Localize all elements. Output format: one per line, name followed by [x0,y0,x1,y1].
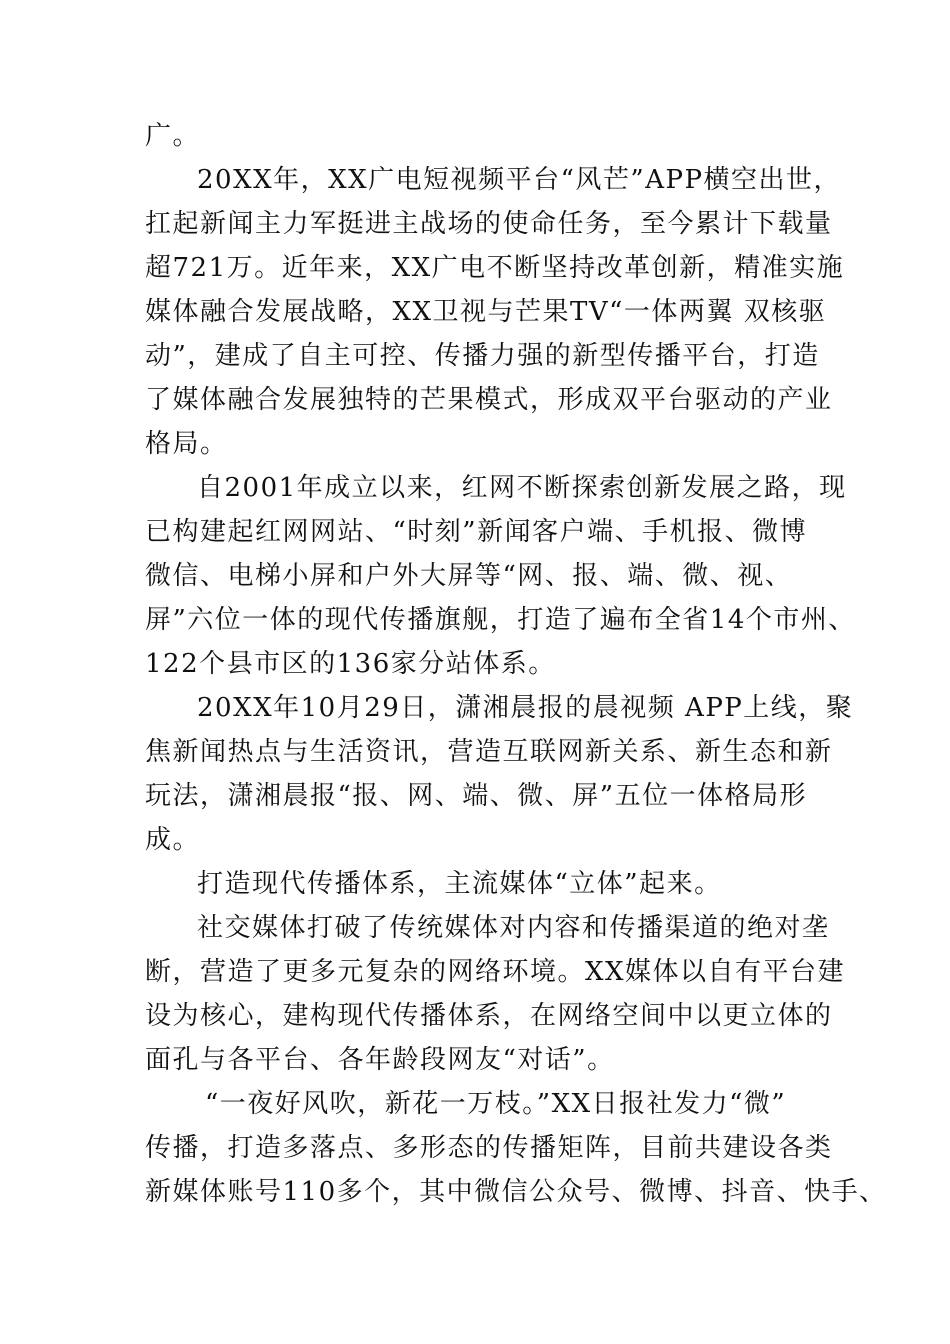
text-line: 玩法，潇湘晨报“报、网、端、微、屏”五位一体格局形 [145,781,808,811]
text-line: 设为核心，建构现代传播体系，在网络空间中以更立体的 [145,1001,833,1031]
text-line: 格局。 [145,429,228,459]
text-line: 已构建起红网网站、“时刻”新闻客户端、手机报、微博 [145,517,808,547]
text-line: 扛起新闻主力军挺进主战场的使命任务，至今累计下载量 [145,209,833,239]
text-line: 成。 [145,825,201,855]
text-line: 122个县市区的136家分站体系。 [145,649,556,679]
paragraph-first-line: 自2001年成立以来，红网不断探索创新发展之路，现 [197,473,847,503]
paragraph-first-line: 20XX年10月29日，潇湘晨报的晨视频 APP上线，聚 [197,693,854,723]
text-line: 新媒体账号110多个，其中微信公众号、微博、抖音、快手、 [145,1177,887,1207]
text-line: 超721万。近年来，XX广电不断坚持改革创新，精准实施 [145,253,845,283]
text-line: 媒体融合发展战略，XX卫视与芒果TV“一体两翼 双核驱 [145,297,827,327]
paragraph-first-line: 社交媒体打破了传统媒体对内容和传播渠道的绝对垄 [197,913,830,943]
text-line: 屏”六位一体的现代传播旗舰，打造了遍布全省14个市州、 [145,605,856,635]
text-line: 焦新闻热点与生活资讯，营造互联网新关系、新生态和新 [145,737,833,767]
text-line: 了媒体融合发展独特的芒果模式，形成双平台驱动的产业 [145,385,833,415]
paragraph-first-line: 20XX年，XX广电短视频平台“风芒”APP横空出世， [197,165,841,195]
text-line: 微信、电梯小屏和户外大屏等“网、报、端、微、视、 [145,561,793,591]
text-line: 传播，打造多落点、多形态的传播矩阵，目前共建设各类 [145,1133,833,1163]
text-line: 动”，建成了自主可控、传播力强的新型传播平台，打造 [145,341,820,371]
section-heading: 打造现代传播体系，主流媒体“立体”起来。 [197,869,722,899]
text-line: 面孔与各平台、各年龄段网友“对话”。 [145,1045,615,1075]
text-line: 断，营造了更多元复杂的网络环境。XX媒体以自有平台建 [145,957,846,987]
text-line: 广。 [145,121,201,151]
paragraph-first-line: “一夜好风吹，新花一万枝。”XX日报社发力“微” [205,1089,787,1119]
